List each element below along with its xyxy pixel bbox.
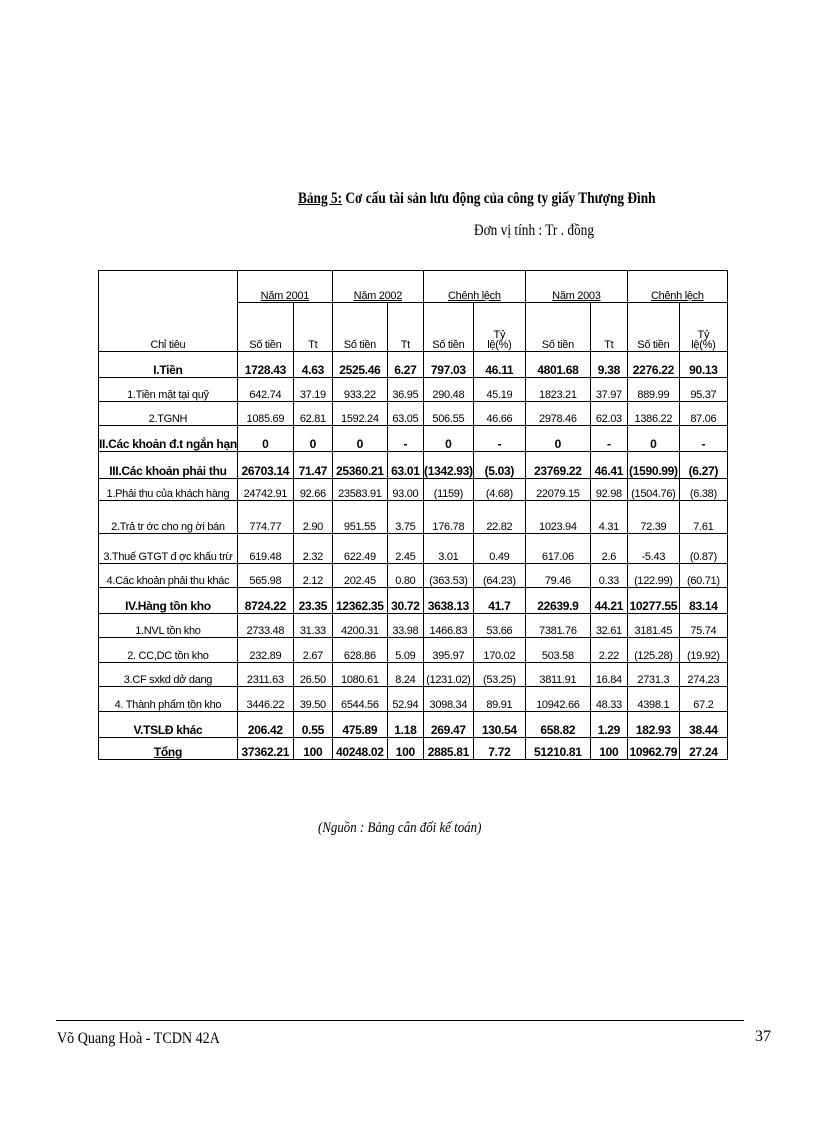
table-row [99, 687, 728, 712]
table-cell: 46.66 [473, 402, 525, 426]
header-group-2002: Năm 2002 [332, 271, 423, 303]
table-cell: 7.72 [473, 738, 525, 760]
header-group-diff-1: Chênh lệch [423, 271, 525, 303]
table-cell: 1080.61 [332, 663, 387, 687]
table-row [99, 479, 728, 501]
row-label: 2.TGNH [99, 402, 238, 426]
table-cell: 2978.46 [525, 402, 590, 426]
table-cell: 6544.56 [332, 687, 387, 712]
header-so-tien: Số tiền [525, 303, 590, 352]
table-cell: 53.66 [473, 614, 525, 638]
table-cell: 4801.68 [525, 352, 590, 378]
table-cell: 1592.24 [332, 402, 387, 426]
table-cell: (6.38) [679, 479, 727, 501]
table-row [99, 663, 728, 687]
table-cell: 95.37 [679, 378, 727, 402]
header-so-tien: Số tiền [627, 303, 679, 352]
table-row [99, 564, 728, 588]
table-cell: 1023.94 [525, 501, 590, 534]
table-cell: 30.72 [387, 588, 423, 614]
table-cell: 0 [293, 426, 332, 452]
table-cell: 36.95 [387, 378, 423, 402]
table-cell: 8.24 [387, 663, 423, 687]
table-cell: - [590, 426, 627, 452]
header-chi-tieu: Chỉ tiêu [99, 271, 238, 352]
table-cell: 92.66 [293, 479, 332, 501]
table-cell: 23.35 [293, 588, 332, 614]
table-cell: (363.53) [423, 564, 473, 588]
table-cell: 933.22 [332, 378, 387, 402]
table-cell: 79.46 [525, 564, 590, 588]
table-cell: 1466.83 [423, 614, 473, 638]
table-cell: 951.55 [332, 501, 387, 534]
table-row [99, 638, 728, 663]
table-cell: (1159) [423, 479, 473, 501]
table-cell: (4.68) [473, 479, 525, 501]
row-label: IV.Hàng tồn kho [99, 588, 238, 614]
table-cell: 10942.66 [525, 687, 590, 712]
table-cell: 100 [590, 738, 627, 760]
table-cell: 63.05 [387, 402, 423, 426]
table-cell: 44.21 [590, 588, 627, 614]
header-so-tien: Số tiền [237, 303, 293, 352]
table-cell: 290.48 [423, 378, 473, 402]
table-cell: 4398.1 [627, 687, 679, 712]
table-cell: 506.55 [423, 402, 473, 426]
table-cell: 0 [237, 426, 293, 452]
table-cell: 2.67 [293, 638, 332, 663]
table-cell: 90.13 [679, 352, 727, 378]
table-cell: 3.01 [423, 534, 473, 564]
table-cell: - [387, 426, 423, 452]
row-label: 4.Các khoản phải thu khác [99, 564, 238, 588]
table-cell: 62.81 [293, 402, 332, 426]
table-cell: 46.41 [590, 452, 627, 479]
table-cell: 2276.22 [627, 352, 679, 378]
table-cell: 5.09 [387, 638, 423, 663]
table-cell: (1504.76) [627, 479, 679, 501]
table-cell: 2885.81 [423, 738, 473, 760]
page-number: 37 [755, 1028, 771, 1045]
table-cell: 617.06 [525, 534, 590, 564]
table-cell: 503.58 [525, 638, 590, 663]
table-cell: 37.97 [590, 378, 627, 402]
table-cell: 93.00 [387, 479, 423, 501]
table-cell: (1590.99) [627, 452, 679, 479]
table-cell: 52.94 [387, 687, 423, 712]
header-ty-le: Tỷ lệ(%) [473, 303, 525, 352]
table-cell: 2525.46 [332, 352, 387, 378]
table-cell: 130.54 [473, 712, 525, 738]
table-cell: 202.45 [332, 564, 387, 588]
table-row [99, 588, 728, 614]
row-label: III.Các khoản phải thu [99, 452, 238, 479]
row-label: 2.Trả tr ớc cho ng ời bán [99, 501, 238, 534]
table-cell: 395.97 [423, 638, 473, 663]
table-cell: 16.84 [590, 663, 627, 687]
header-tt: Tt [387, 303, 423, 352]
table-cell: 23583.91 [332, 479, 387, 501]
table-cell: 41.7 [473, 588, 525, 614]
row-label: 4. Thành phẩm tồn kho [99, 687, 238, 712]
table-cell: 2.32 [293, 534, 332, 564]
table-cell: 3.75 [387, 501, 423, 534]
table-cell: (64.23) [473, 564, 525, 588]
table-cell: 39.50 [293, 687, 332, 712]
table-cell: 40248.02 [332, 738, 387, 760]
table-cell: 658.82 [525, 712, 590, 738]
table-cell: 622.49 [332, 534, 387, 564]
table-cell: 7.61 [679, 501, 727, 534]
table-row [99, 426, 728, 452]
table-cell: 628.86 [332, 638, 387, 663]
table-cell: 6.27 [387, 352, 423, 378]
table-cell: 37.19 [293, 378, 332, 402]
table-cell: (1342.93) [423, 452, 473, 479]
source-note: (Nguồn : Bảng cân đối kế toán) [318, 820, 482, 836]
header-tt: Tt [293, 303, 332, 352]
table-row [99, 501, 728, 534]
table-title [298, 190, 656, 208]
table-cell: - [473, 426, 525, 452]
table-cell: 24742.91 [237, 479, 293, 501]
table-cell: 92.98 [590, 479, 627, 501]
table-cell: 27.24 [679, 738, 727, 760]
table-row [99, 738, 728, 760]
table-cell: 67.2 [679, 687, 727, 712]
header-so-tien: Số tiền [423, 303, 473, 352]
header-tt: Tt [590, 303, 627, 352]
table-cell: 3446.22 [237, 687, 293, 712]
table-cell: 1728.43 [237, 352, 293, 378]
table-cell: - [679, 426, 727, 452]
table-cell: 565.98 [237, 564, 293, 588]
table-cell: 33.98 [387, 614, 423, 638]
table-cell: 22639.9 [525, 588, 590, 614]
table-cell: (1231.02) [423, 663, 473, 687]
table-cell: (0.87) [679, 534, 727, 564]
table-cell: 100 [387, 738, 423, 760]
row-label: I.Tiền [99, 352, 238, 378]
table-cell: 3638.13 [423, 588, 473, 614]
table-cell: 0 [423, 426, 473, 452]
table-cell: 10277.55 [627, 588, 679, 614]
table-cell: 2731.3 [627, 663, 679, 687]
table-cell: 45.19 [473, 378, 525, 402]
table-cell: 1386.22 [627, 402, 679, 426]
table-row [99, 614, 728, 638]
unit-note: Đơn vị tính : Tr . đồng [474, 222, 595, 239]
table-cell: (122.99) [627, 564, 679, 588]
table-cell: 0 [332, 426, 387, 452]
table-cell: (6.27) [679, 452, 727, 479]
table-cell: 2733.48 [237, 614, 293, 638]
table-cell: 72.39 [627, 501, 679, 534]
table-cell: 26703.14 [237, 452, 293, 479]
table-cell: 182.93 [627, 712, 679, 738]
table-cell: 46.11 [473, 352, 525, 378]
table-cell: 274.23 [679, 663, 727, 687]
table-cell: 10962.79 [627, 738, 679, 760]
table-cell: 38.44 [679, 712, 727, 738]
table-cell: 22.82 [473, 501, 525, 534]
table-cell: 0.49 [473, 534, 525, 564]
table-cell: 31.33 [293, 614, 332, 638]
table-title-label: Bảng 5: [298, 190, 343, 207]
table-cell: 1823.21 [525, 378, 590, 402]
table-cell: 4.63 [293, 352, 332, 378]
table-cell: 32.61 [590, 614, 627, 638]
header-so-tien: Số tiền [332, 303, 387, 352]
table-cell: 475.89 [332, 712, 387, 738]
table-row [99, 352, 728, 378]
table-cell: 269.47 [423, 712, 473, 738]
table-cell: 26.50 [293, 663, 332, 687]
table-cell: 63.01 [387, 452, 423, 479]
table-cell: 0.33 [590, 564, 627, 588]
table-cell: (125.28) [627, 638, 679, 663]
table-cell: 2.90 [293, 501, 332, 534]
row-label: V.TSLĐ khác [99, 712, 238, 738]
table-cell: 37362.21 [237, 738, 293, 760]
table-cell: 1.29 [590, 712, 627, 738]
table-cell: 89.91 [473, 687, 525, 712]
table-title-text: Cơ cấu tài sản lưu động của công ty giấy Thượng Đình [342, 190, 656, 207]
row-label: II.Các khoản đ.t ngắn hạn [99, 426, 238, 452]
table-cell: 176.78 [423, 501, 473, 534]
table-cell: 12362.35 [332, 588, 387, 614]
table-row [99, 402, 728, 426]
table-cell: (60.71) [679, 564, 727, 588]
row-label: 3.Thuế GTGT đ ợc khấu trừ [99, 534, 238, 564]
header-group-2003: Năm 2003 [525, 271, 627, 303]
table-cell: 23769.22 [525, 452, 590, 479]
table-cell: 2.12 [293, 564, 332, 588]
row-label: 1.Phải thu của khách hàng [99, 479, 238, 501]
table-cell: 100 [293, 738, 332, 760]
table-cell: 774.77 [237, 501, 293, 534]
table-cell: 889.99 [627, 378, 679, 402]
table-cell: 75.74 [679, 614, 727, 638]
table-cell: 0 [525, 426, 590, 452]
row-label: Tổng [99, 738, 238, 760]
table-cell: 1.18 [387, 712, 423, 738]
table-cell: 0.80 [387, 564, 423, 588]
table-cell: 642.74 [237, 378, 293, 402]
table-cell: -5.43 [627, 534, 679, 564]
table-cell: 3811.91 [525, 663, 590, 687]
table-cell: 1085.69 [237, 402, 293, 426]
table-cell: 25360.21 [332, 452, 387, 479]
table-cell: 0.55 [293, 712, 332, 738]
table-cell: 2.22 [590, 638, 627, 663]
table-cell: 62.03 [590, 402, 627, 426]
table-cell: 619.48 [237, 534, 293, 564]
table-cell: 87.06 [679, 402, 727, 426]
row-label: 3.CF sxkd dở dang [99, 663, 238, 687]
table-cell: 2.45 [387, 534, 423, 564]
table-cell: 2311.63 [237, 663, 293, 687]
table-cell: 4.31 [590, 501, 627, 534]
header-group-2001: Năm 2001 [237, 271, 332, 303]
table-cell: 71.47 [293, 452, 332, 479]
row-label: 1.NVL tồn kho [99, 614, 238, 638]
table-row [99, 452, 728, 479]
table-cell: 3098.34 [423, 687, 473, 712]
header-group-diff-2: Chênh lệch [627, 271, 727, 303]
table-cell: 2.6 [590, 534, 627, 564]
table-row [99, 534, 728, 564]
table-cell: 9.38 [590, 352, 627, 378]
table-cell: (19.92) [679, 638, 727, 663]
table-cell: 7381.76 [525, 614, 590, 638]
table-cell: 206.42 [237, 712, 293, 738]
table-row [99, 378, 728, 402]
table-cell: 797.03 [423, 352, 473, 378]
table-cell: 232.89 [237, 638, 293, 663]
table-cell: 51210.81 [525, 738, 590, 760]
table-cell: (5.03) [473, 452, 525, 479]
table-cell: 83.14 [679, 588, 727, 614]
row-label: 1.Tiền mặt tại quỹ [99, 378, 238, 402]
table-cell: 170.02 [473, 638, 525, 663]
table-cell: 22079.15 [525, 479, 590, 501]
footer-divider [56, 1020, 744, 1021]
table-cell: 3181.45 [627, 614, 679, 638]
table-cell: 4200.31 [332, 614, 387, 638]
table-cell: 48.33 [590, 687, 627, 712]
footer-author: Võ Quang Hoà - TCDN 42A [57, 1030, 220, 1047]
asset-structure-table [98, 270, 728, 760]
table-cell: 0 [627, 426, 679, 452]
table-cell: 8724.22 [237, 588, 293, 614]
row-label: 2. CC,DC tồn kho [99, 638, 238, 663]
table-cell: (53.25) [473, 663, 525, 687]
table-row [99, 712, 728, 738]
header-ty-le: Tỷ lệ(%) [679, 303, 727, 352]
